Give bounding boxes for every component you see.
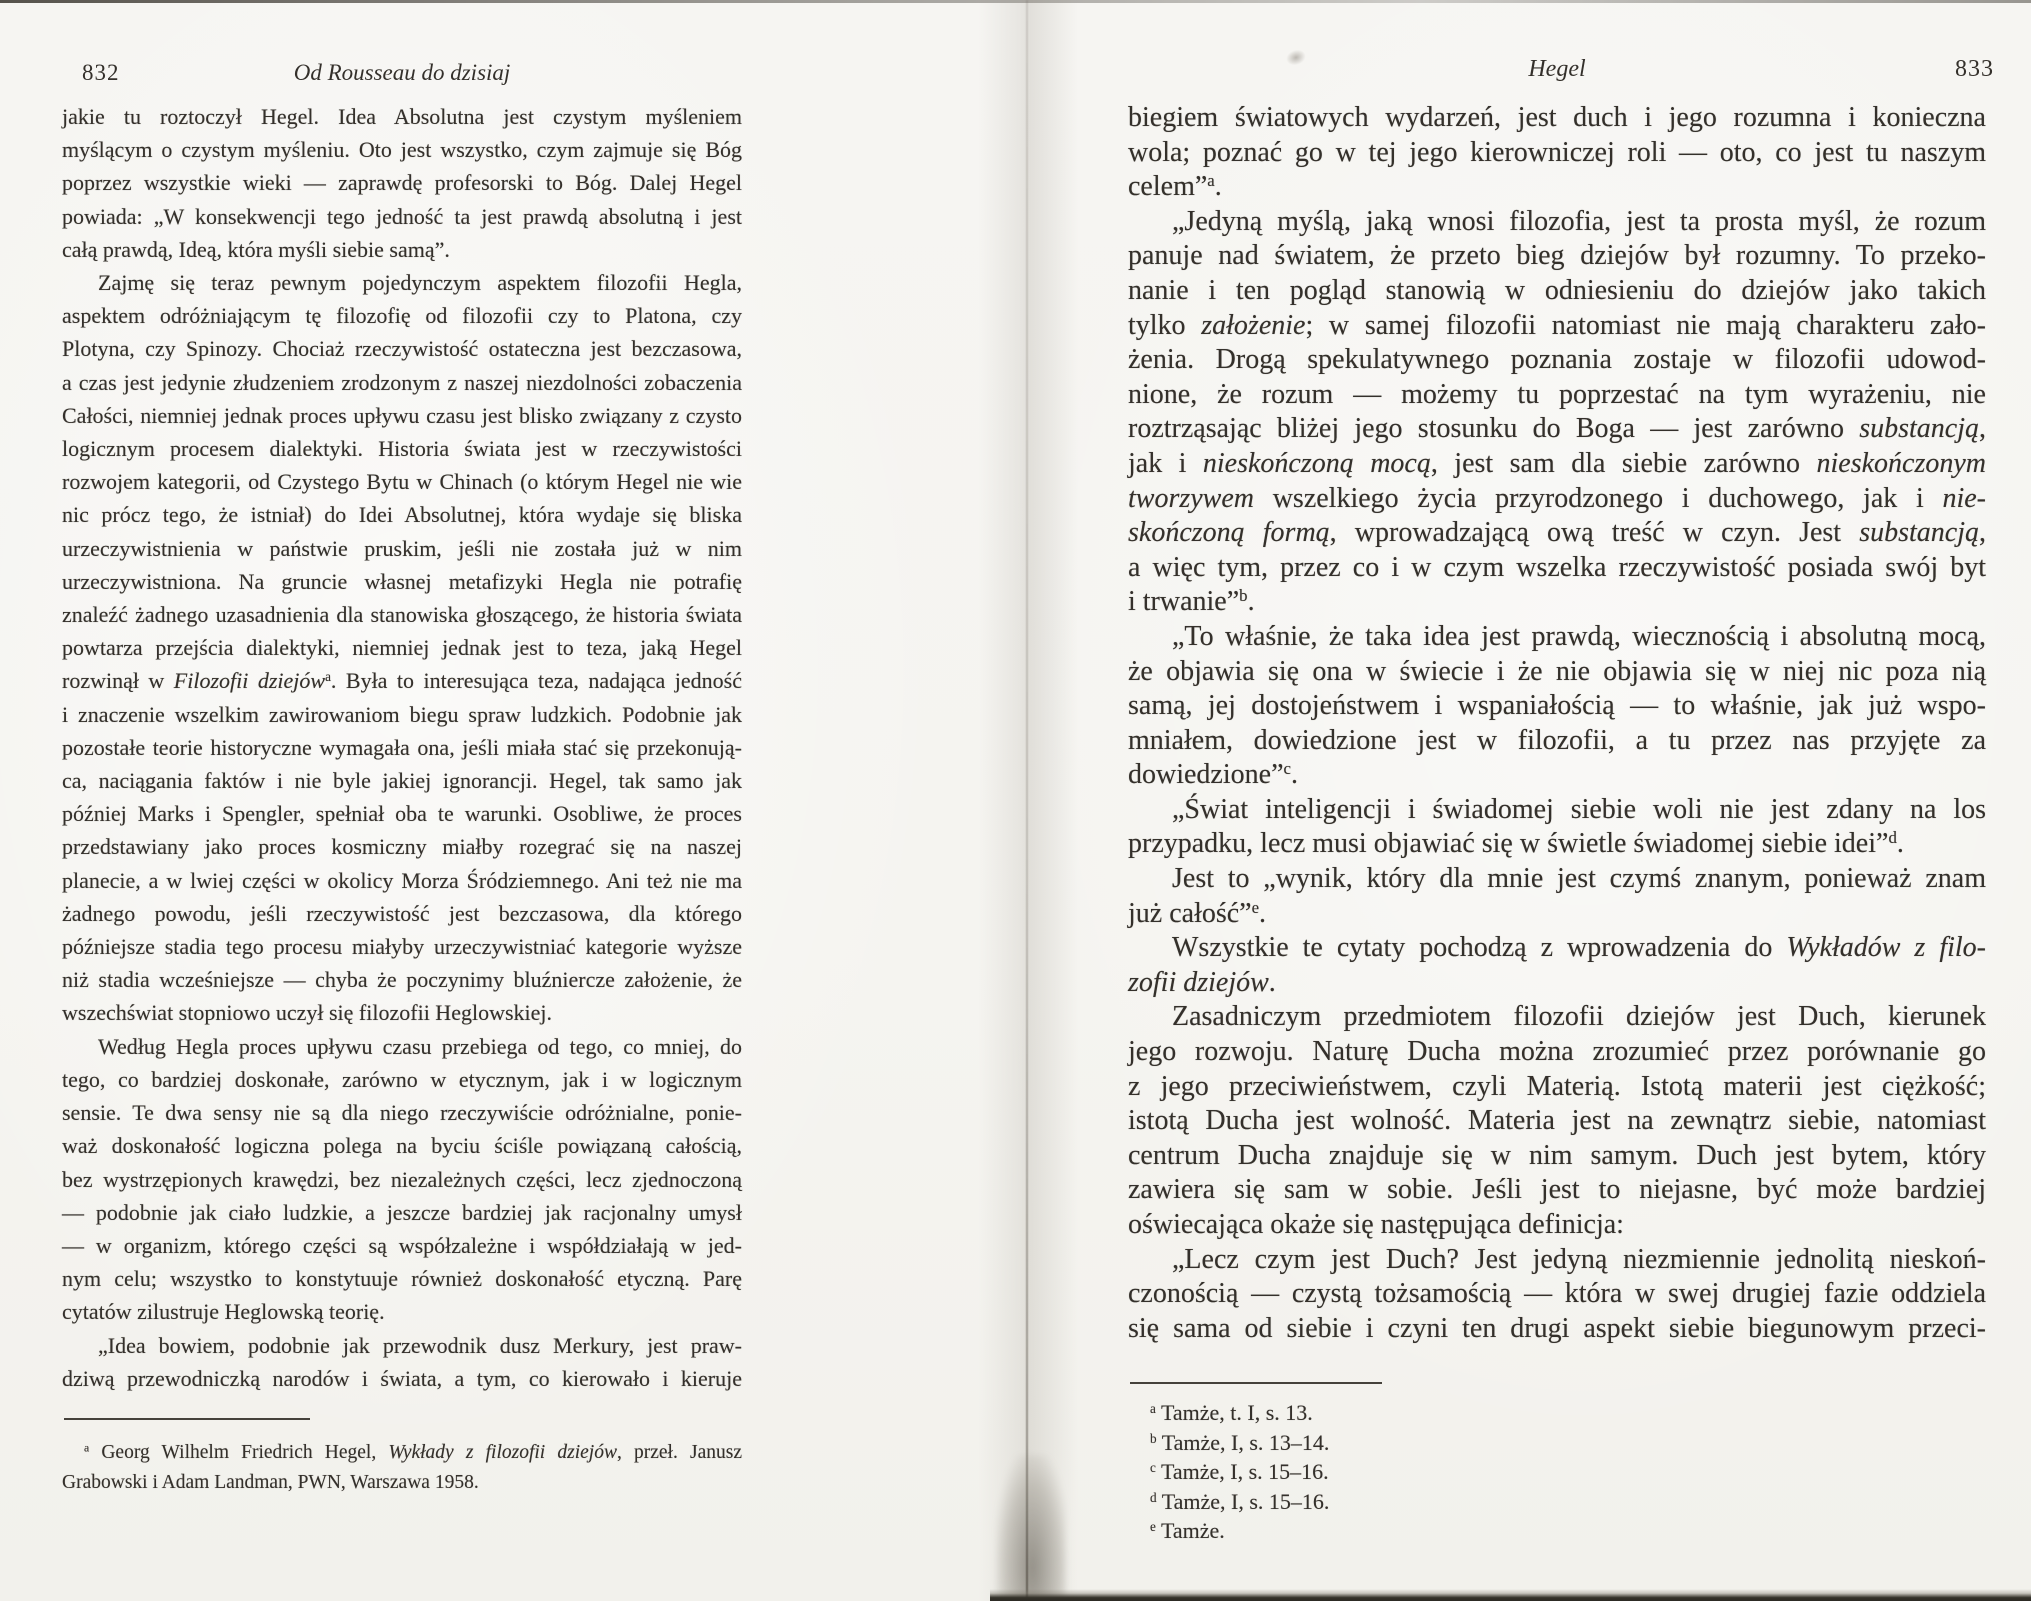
footnote-line: $^a$ Tamże, t. I, s. 13. [1150,1400,1313,1425]
footnote-line: $^e$ Tamże. [1150,1518,1225,1543]
running-head-left: Od Rousseau do dzisiaj [293,60,511,85]
text-line: ca, naciągania faktów i nie byle jakiej ignorancji. Hegel, tak samo jak [62,768,742,794]
text-line: nic prócz tego, że istniał) do Idei Absolutnej, która wydaje się bliska [62,502,742,528]
footnote-line: $^c$ Tamże, I, s. 15–16. [1150,1459,1329,1484]
text-line: żenia. Drogą spekulatywnego poznania zostaje w filozofii udowod- [1128,344,1986,376]
text-line: „Idea bowiem, podobnie jak przewodnik dusz Merkury, jest praw- [98,1332,742,1358]
text-line: sensie. Te dwa sensy nie są dla niego rzeczywiście odróżnialne, ponie- [62,1100,742,1126]
page-right-body [1128,101,1986,1346]
text-line: logicznym procesem dialektyki. Historia świata jest w rzeczywistości [62,436,742,462]
text-line: Jest to „wynik, który dla mnie jest czymś znanym, ponieważ znam [1172,863,1986,895]
scan-gutter-line [1026,0,1028,1601]
text-line: „To właśnie, że taka idea jest prawdą, wiecznością i absolutną mocą, [1172,620,1986,652]
page-number-right: 833 [1955,56,1994,82]
text-line: powiada: „W konsekwencji tego jedność ta jest prawdą absolutną i jest [62,203,742,229]
text-line: roztrząsając bliżej jego stosunku do Boga — jest zarówno substancją, [1128,413,1986,445]
footnote-rule-left [64,1418,310,1420]
text-line: już całość”$^e$. [1128,897,1267,929]
text-line: urzeczywistnienia w państwie pruskim, jeśli nie została już w nim [62,535,742,561]
text-line: mniałem, dowiedzione jest w filozofii, a tu przez nas przyjęte za [1128,724,1986,756]
text-line: znaleźć żadnego uzasadnienia dla stanowiska głoszącego, że historia świata [62,602,742,628]
text-line: czonością — czystą tożsamością — która w swej drugiej fazie oddziela [1128,1278,1986,1310]
text-line: waż doskonałość logiczna polega na byciu ściśle powiązaną całością, [62,1133,742,1159]
scan-gutter-smudge [996,1455,1066,1600]
text-line: przypadku, lecz musi objawiać się w świetle świadomej siebie idei”$^d$. [1128,828,1904,860]
text-line: Zajmę się teraz pewnym pojedynczym aspektem filozofii Hegla, [98,270,742,296]
page-right [1128,0,1994,1601]
text-line: „Lecz czym jest Duch? Jest jedyną niezmiennie jednolitą nieskoń- [1172,1243,1986,1275]
text-line: wola; poznać go w tej jego kierowniczej roli — oto, co jest tu naszym [1128,136,1986,168]
footnote-rule-right [1130,1382,1382,1384]
footnote-line: Grabowski i Adam Landman, PWN, Warszawa 1958. [62,1471,479,1493]
text-line: całą prawdą, Ideą, która myśli siebie samą”. [62,236,450,262]
text-line: myślącym o czystym myśleniu. Oto jest wszystko, czym zajmuje się Bóg [62,137,742,163]
text-line: „Świat inteligencji i świadomej siebie woli nie jest zdany na los [1172,793,1986,825]
text-line: bez wystrzępionych krawędzi, bez niezależnych części, lecz zjednoczoną [62,1166,742,1192]
footnote-line: $^b$ Tamże, I, s. 13–14. [1150,1429,1330,1455]
text-line: i znaczenie wszelkim zawirowaniom biegu spraw ludzkich. Podobnie jak [62,701,742,727]
page-number-left: 832 [82,60,120,85]
text-line: aspektem odróżniającym tę filozofię od filozofii czy to Platona, czy [62,303,742,329]
text-line: niż stadia wcześniejsze — chyba że poczynimy bluźniercze założenie, że [62,967,742,993]
text-line: później Marks i Spengler, spełniał oba te warunki. Osobliwe, że proces [62,801,742,827]
text-line: rozwojem kategorii, od Czystego Bytu w Chinach (o którym Hegel nie wie [62,469,742,495]
text-line: biegiem światowych wydarzeń, jest duch i jego rozumna i konieczna [1128,102,1986,133]
text-line: powtarza przejścia dialektyki, niemniej jednak jest to teza, jaką Hegel [62,635,742,661]
text-line: Plotyna, czy Spinozy. Chociaż rzeczywistość ostateczna jest bezczasowa, [62,336,742,362]
footnote-right [1128,1398,1986,1546]
text-line: nanie i ten pogląd stanowią w odniesieniu do dziejów jako takich [1128,274,1986,306]
text-line: późniejsze stadia tego procesu miałyby urzeczywistniać kategorie wyższe [62,934,742,960]
text-line: Według Hegla proces upływu czasu przebiega od tego, co mniej, do [98,1033,742,1059]
text-line: planecie, a w lwiej części w okolicy Morza Śródziemnego. Ani też nie ma [62,867,742,893]
text-line: — w organizm, którego części są współzależne i współdziałają w jed- [62,1232,742,1258]
text-line: jak i nieskończoną mocą, jest sam dla siebie zarówno nieskończonym [1128,447,1986,479]
page-left [62,0,742,1601]
text-line: samą, jej dostojeństwem i wspaniałością — to właśnie, jak już wspo- [1128,690,1986,722]
text-line: dziwą przewodniczką narodów i świata, a tym, co kierowało i kieruje [62,1365,742,1391]
text-line: cytatów zilustruje Heglowską teorię. [62,1299,385,1325]
text-line: Całości, niemniej jednak proces upływu czasu jest blisko związany z czysto [62,402,742,428]
text-line: poprzez wszystkie wieki — zaprawdę profesorski to Bóg. Dalej Hegel [62,170,742,196]
page-left-header [62,60,742,92]
text-line: żadnego powodu, jeśli rzeczywistość jest bezczasowa, dla którego [62,900,742,926]
text-line: urzeczywistniona. Na gruncie własnej metafizyki Hegla nie potrafię [62,568,742,594]
text-line: „Jedyną myślą, jaką wnosi filozofia, jest ta prosta myśl, że rozum [1172,205,1986,237]
footnote-line: $^d$ Tamże, I, s. 15–16. [1150,1488,1330,1514]
text-line: oświecająca okaże się następująca definicja: [1128,1209,1624,1240]
text-line: zofii dziejów. [1128,966,1276,998]
text-line: a więc tym, przez co i w czym wszelka rzeczywistość posiada swój byt [1128,551,1986,583]
text-line: panuje nad światem, że przeto bieg dziejów był rozumny. To przeko- [1128,240,1986,272]
text-line: rozwinął w Filozofii dziejów$^a$. Była to interesująca teza, nadająca jedność [62,668,742,694]
text-line: tworzywem wszelkiego życia przyrodzonego i duchowego, jak i nie- [1128,482,1986,514]
running-head-right: Hegel [1528,56,1586,82]
text-line: nym celu; wszystko to konstytuuje również doskonałość etyczną. Parę [62,1266,742,1292]
text-line: tylko założenie; w samej filozofii natomiast nie mają charakteru zało- [1128,309,1987,341]
text-line: zawiera się sam w sobie. Jeśli jest to niejasne, być może bardziej [1128,1174,1986,1206]
text-line: że objawia się ona w świecie i że nie objawia się w niej nic poza nią [1128,655,1986,687]
page-right-header [1128,56,1994,88]
text-line: pozostałe teorie historyczne wymagała ona, jeśli miała stać się przekonują- [62,734,742,760]
text-line: z jego przeciwieństwem, czyli Materią. Istotą materii jest ciężkość; [1128,1070,1986,1102]
text-line: i trwanie”$^b$. [1128,586,1255,618]
text-line: przedstawiany jako proces kosmiczny miałby rozegrać się na naszej [62,834,742,860]
text-line: a czas jest jedynie złudzeniem zrodzonym z naszej niezdolności zobaczenia [62,369,742,395]
text-line: się sama od siebie i czyni ten drugi aspekt siebie biegunowym przeci- [1128,1312,1986,1344]
scan-gutter-shadow [978,0,1078,1601]
text-line: skończoną formą, wprowadzającą ową treść w czyn. Jest substancją, [1128,517,1986,549]
text-line: centrum Ducha znajduje się w nim samym. Duch jest bytem, który [1128,1139,1986,1171]
footnote-left [62,1438,742,1497]
text-line: nione, że rozum — możemy tu poprzestać na tym wyrażeniu, nie [1128,378,1986,410]
text-line: Zasadniczym przedmiotem filozofii dziejów jest Duch, kierunek [1172,1001,1986,1033]
text-line: istotą Ducha jest wolność. Materia jest na zewnątrz siebie, natomiast [1128,1105,1986,1137]
text-line: wszechświat stopniowo uczył się filozofii Heglowskiej. [62,1000,553,1026]
page-left-body [62,100,742,1395]
text-line: tego, co bardziej doskonałe, zarówno w etycznym, jak i w logicznym [62,1066,742,1092]
text-line: dowiedzione”$^c$. [1128,759,1298,791]
text-line: jego rozwoju. Naturę Ducha można zrozumieć przez porównanie go [1128,1036,1986,1068]
text-line: jakie tu roztoczył Hegel. Idea Absolutna jest czystym myśleniem [62,104,742,129]
footnote-line: $^a$ Georg Wilhelm Friedrich Hegel, Wykłady z filozofii dziejów, przeł. Janusz [84,1441,742,1463]
text-line: Wszystkie te cytaty pochodzą z wprowadzenia do Wykładów z filo- [1172,932,1986,964]
text-line: — podobnie jak ciało ludzkie, a jeszcze bardziej jak racjonalny umysł [62,1199,742,1225]
text-line: celem”$^a$. [1128,170,1222,203]
